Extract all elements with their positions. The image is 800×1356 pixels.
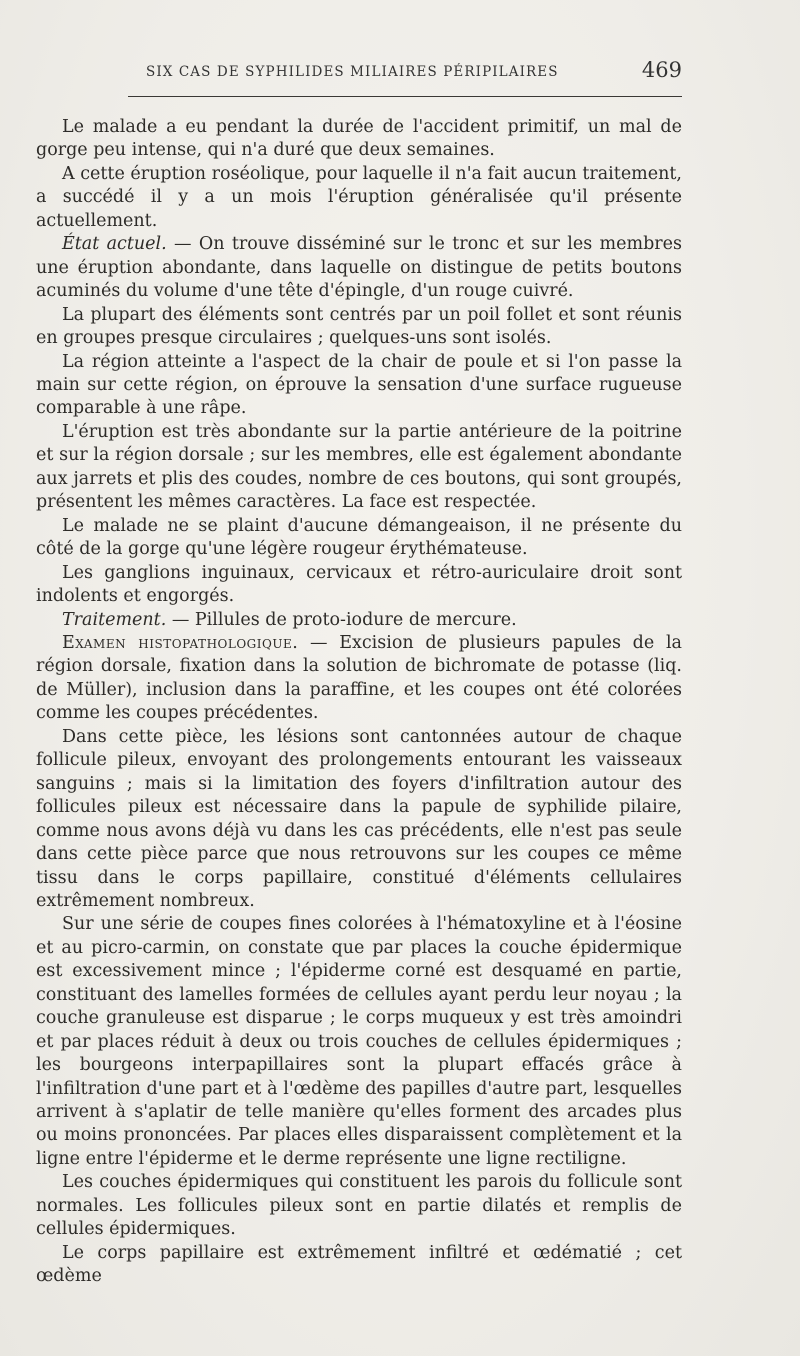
header-rule: [128, 96, 682, 97]
paragraph: La région atteinte a l'aspect de la chair de poule et si l'on passe la main sur cette région, on éprouve la sensation d'une surface rugueuse comparable à une râpe.: [36, 351, 682, 419]
section-lead: Traitement.: [62, 609, 167, 630]
paragraph: Le corps papillaire est extrêmement infiltré et œdématié ; cet œdème: [36, 1242, 682, 1287]
body-text: [36, 116, 682, 1289]
page-number: 469: [641, 58, 682, 82]
paragraph: Les ganglions inguinaux, cervicaux et rétro-auriculaire droit sont indolents et engorgés.: [36, 562, 682, 607]
running-head: SIX CAS DE SYPHILIDES MILIAIRES PÉRIPILAIRES: [146, 64, 559, 80]
paragraph: L'éruption est très abondante sur la partie antérieure de la poitrine et sur la région dorsale ; sur les membres, elle est également abondante aux jarrets et plis des coudes, nombre de ces boutons, qui sont groupés, présentent les mêmes caractères. La face est respectée.: [36, 421, 682, 513]
paragraph: Les couches épidermiques qui constituent les parois du follicule sont normales. Les follicules pileux sont en partie dilatés et remplis de cellules épidermiques.: [36, 1172, 682, 1240]
paragraph: Le malade a eu pendant la durée de l'accident primitif, un mal de gorge peu intense, qui n'a duré que deux semaines.: [36, 117, 682, 161]
paragraph: Examen histopathologique. — Excision de plusieurs papules de la région dorsale, fixation dans la solution de bichromate de potasse (liq. de Müller), inclusion dans la paraffine, et les coupes ont été colorées comme les coupes précédentes.: [36, 632, 682, 724]
paragraph: Sur une série de coupes fines colorées à l'hématoxyline et à l'éosine et au picro-carmin, on constate que par places la couche épidermique est excessivement mince ; l'épiderme corné est desquamé en partie, constituant des lamelles formées de cellules ayant perdu leur noyau ; la couche granuleuse est disparue ; le corps muqueux y est très amoindri et par places réduit à deux ou trois couches de cellules épidermiques ; les bourgeons interpapillaires sont la plupart effacés grâce à l'infiltration d'une part et à l'œdème des papilles d'autre part, lesquelles arrivent à s'aplatir de telle manière qu'elles forment des arcades plus ou moins prononcées. Par places elles disparaissent complètement et la ligne entre l'épiderme et le derme représente une ligne rectiligne.: [36, 914, 682, 1169]
paragraph: Dans cette pièce, les lésions sont cantonnées autour de chaque follicule pileux, envoyant des prolongements entourant les vaisseaux sanguins ; mais si la limitation des foyers d'infiltration autour des follicules pileux est nécessaire dans la papule de syphilide pilaire, comme nous avons déjà vu dans les cas précédents, elle n'est pas seule dans cette pièce parce que nous retrouvons sur les coupes ce même tissu dans le corps papillaire, constitué d'éléments cellulaires extrêmement nombreux.: [36, 726, 682, 911]
paragraph: A cette éruption roséolique, pour laquelle il n'a fait aucun traitement, a succédé il y a un mois l'éruption généralisée qu'il présente actuellement.: [36, 163, 682, 231]
paragraph: La plupart des éléments sont centrés par un poil follet et sont réunis en groupes presque circulaires ; quelques-uns sont isolés.: [36, 304, 682, 349]
paragraph: Traitement. — Pillules de proto-iodure de mercure.: [62, 609, 517, 630]
paragraph: État actuel. — On trouve disséminé sur le tronc et sur les membres une éruption abondante, dans laquelle on distingue de petits boutons acuminés du volume d'une tête d'épingle, d'un rouge cuivré.: [36, 234, 682, 302]
paragraph: Le malade ne se plaint d'aucune démangeaison, il ne présente du côté de la gorge qu'une légère rougeur érythémateuse.: [36, 515, 682, 560]
section-lead: Examen histopathologique.: [62, 632, 299, 653]
section-lead: État actuel.: [62, 234, 167, 255]
page-header: [128, 58, 682, 86]
